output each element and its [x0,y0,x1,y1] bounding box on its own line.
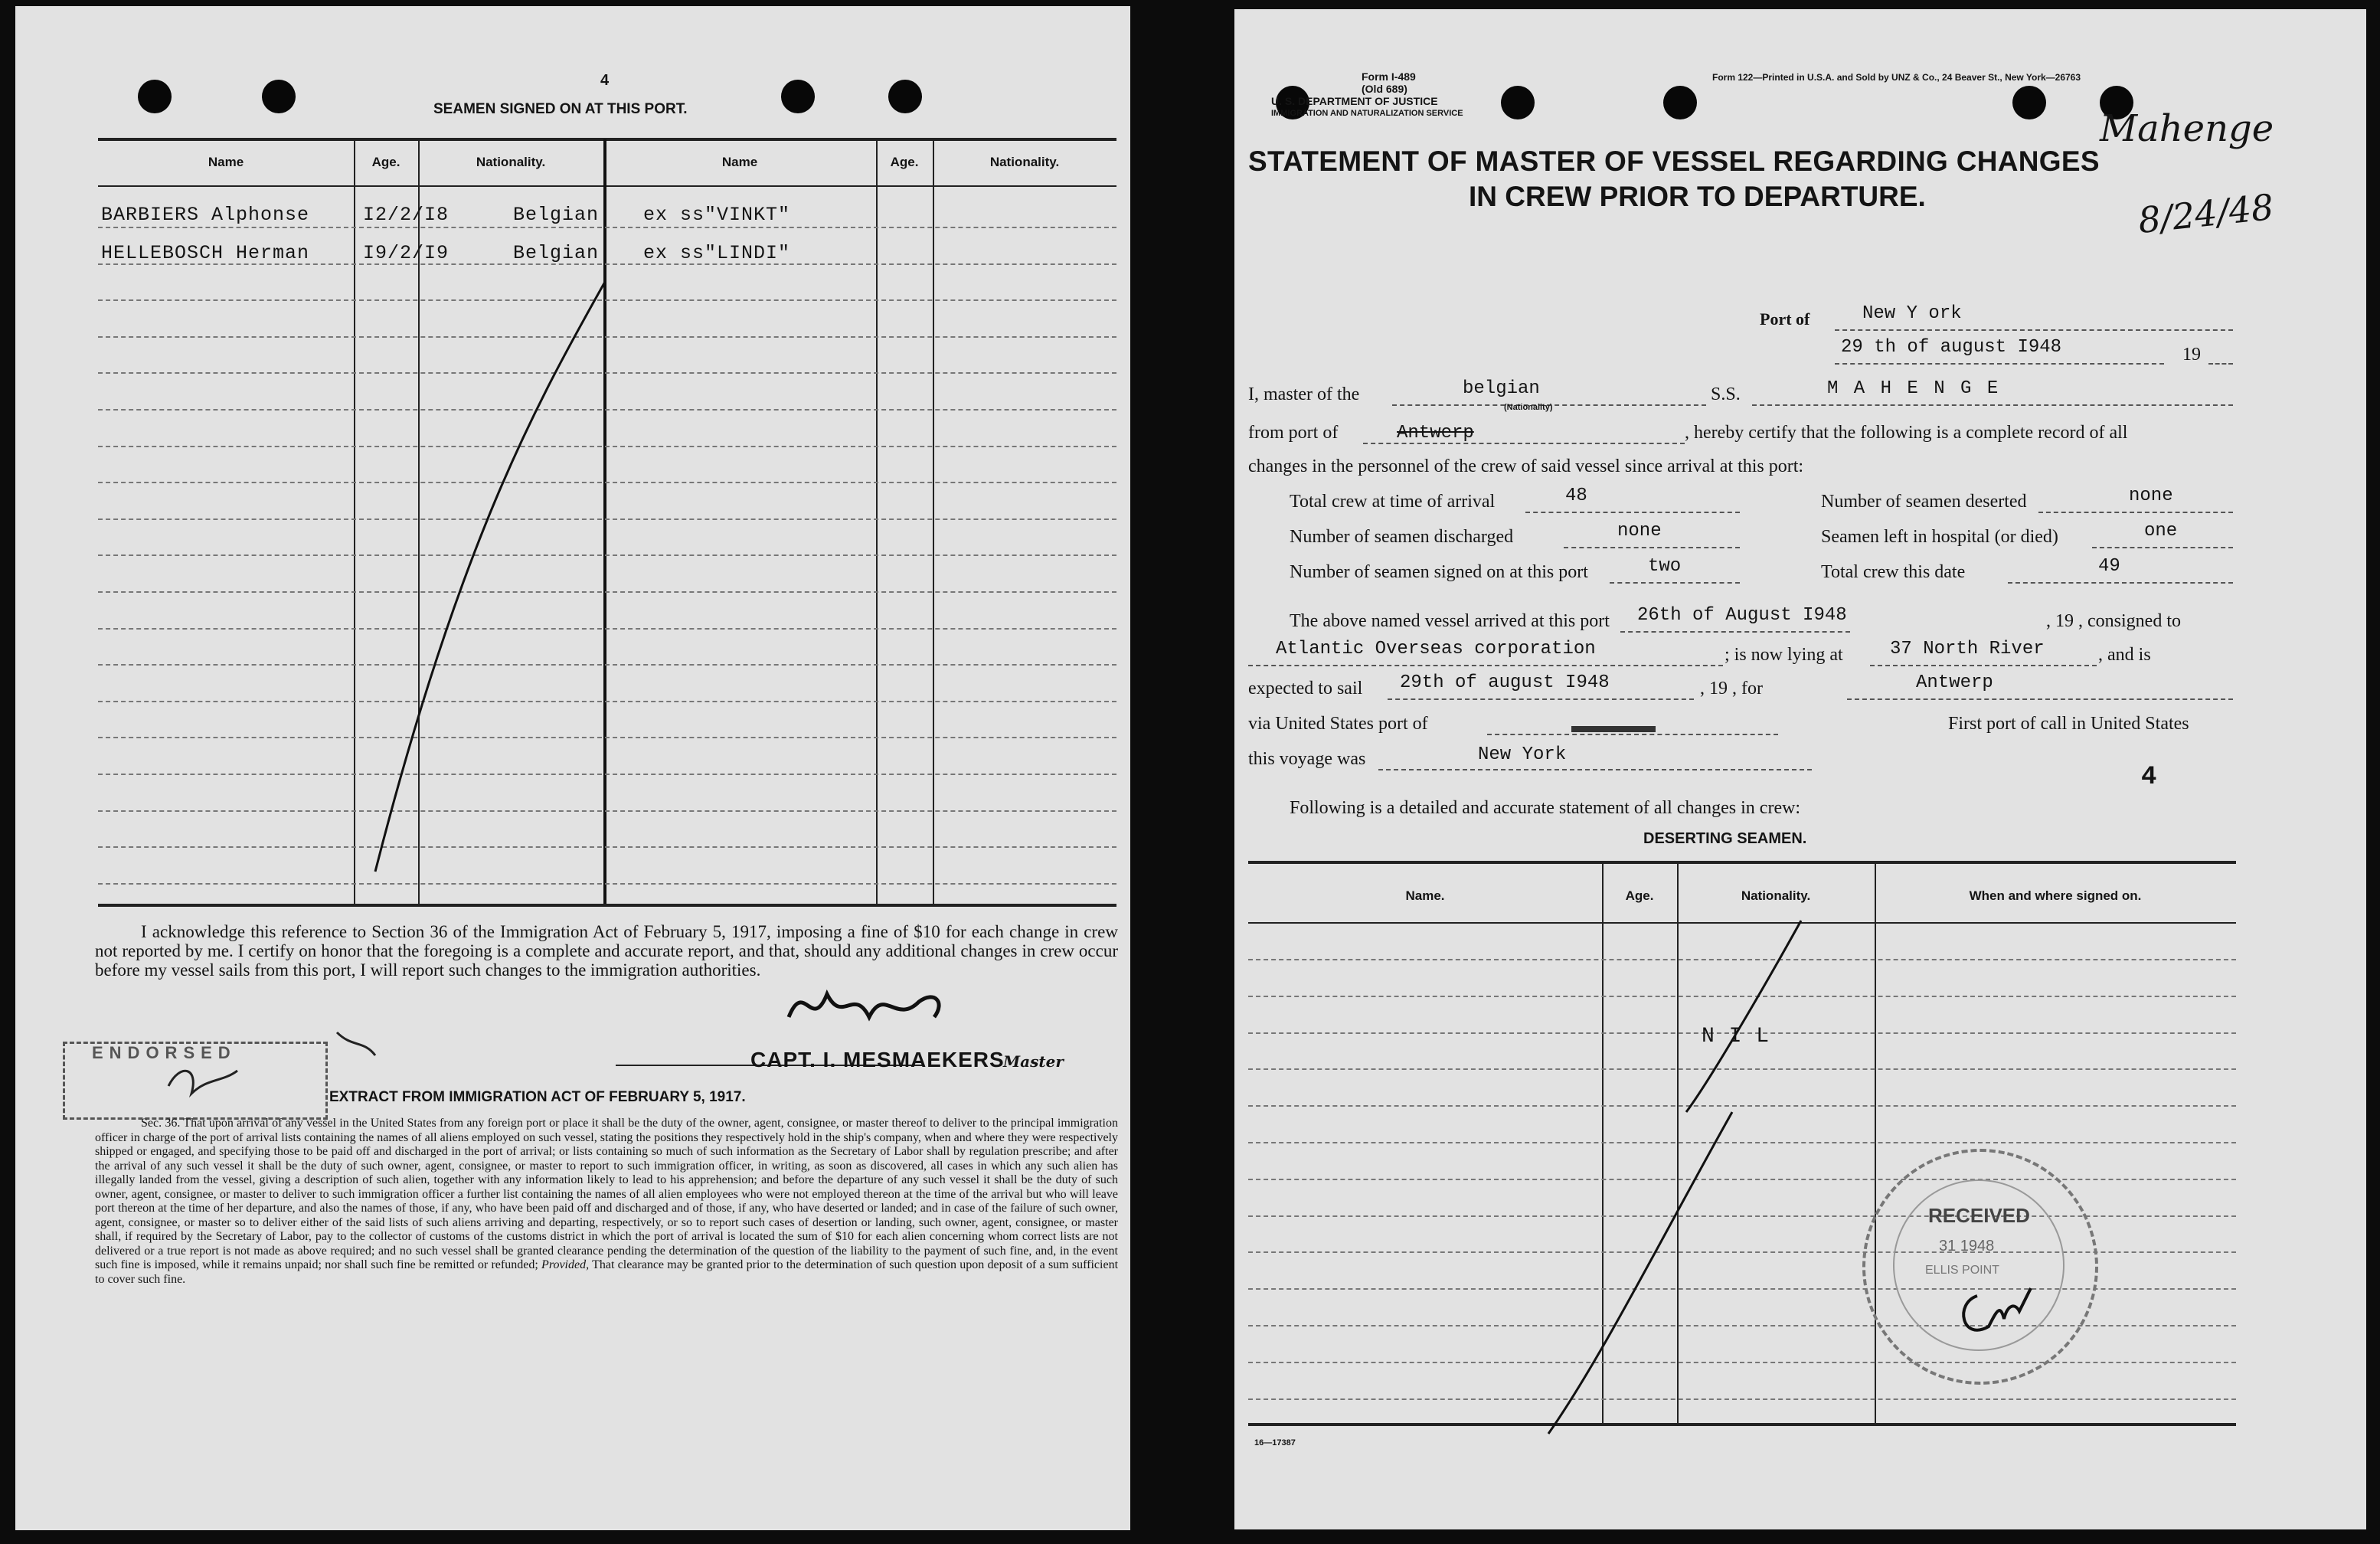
column-header-nationality: Nationality. [989,155,1060,169]
column-header-when-where: When and where signed on. [1969,888,2142,903]
deserted-label: Number of seamen deserted [1821,492,2027,512]
acknowledgment-text: I acknowledge this reference to Section 36 of the Immigration Act of February 5, 1917, imposing a fine of $10 for each change in crew not reported by me. I certify on honor that the foregoing is a complete and accurate report, and that, should any additional changes in crew occur before my vessel sails from this port, I will report such changes to the immigration authorities. [95,922,1118,980]
changes-text: changes in the personnel of the crew of said vessel since arrival at this port: [1248,456,1804,476]
department-name: U. S. DEPARTMENT OF JUSTICE [1271,95,1438,107]
hospital-value: one [2144,521,2178,541]
total-crew-arrival-label: Total crew at time of arrival [1290,492,1496,512]
lying-label: ; is now lying at [1725,645,1843,665]
from-port-label: from port of [1248,423,1339,443]
column-header-age: Age. [371,155,400,169]
received-stamp-date: 31 1948 [1939,1238,1995,1254]
form-title-line-1: STATEMENT OF MASTER OF VESSEL REGARDING CHANGES [1248,146,2100,177]
total-crew-date-value: 49 [2098,556,2120,577]
section-body: That upon arrival of any vessel in the United States from any foreign port or place it shall be the duty of the owner, agent, consignee, or master thereof to deliver to the principal immigration officer in charge of the port of arrival lists containing the names of all aliens employed on such vessel, stating the positions they respectively hold in the ship's company, when and where they were respectively shipped or engaged, and specifying those to be paid off and discharged in the port of arrival; or lists containing so much of such information as the Secretary of Labor shall by regulation prescribe; and after the arrival of any such vessel it shall be the duty of such owner, agent, consignee, or master to report to such immigration officer, in writing, as soon as discovered, all cases in which any such alien has illegally landed from the vessel, giving a description of such alien, together with any information likely to lead to his apprehension; and before the departure of any such vessel it shall be the duty of such owner, agent, consignee, or master to deliver to such immigration officer a further list containing the names of all alien employees who were not employed thereon at the time of the arrival but who will leave port thereon at the time of her departure, and also the names of those, if any, who have been paid off and discharged and of those, if any, who have deserted or landed; and in case of the failure of such owner, agent, consignee, or master so to deliver either of the said lists of such aliens arriving and departing, respectively, or so to report such cases of desertion or landing, such owner, agent, consignee, or master shall, if required by the Secretary of Labor, pay to the collector of customs of the customs district in which the port of arrival is located the sum of $10 for each alien concerning whom correct lists are not delivered or a true report is not made as above required; and no such vessel shall be granted clearance pending the determination of the question of the liability to the payment of such fine, and, in the event such fine is imposed, while it remains unpaid; nor shall such fine be remitted or refunded; [95,1117,1118,1271]
ss-label: S.S. [1711,384,1741,404]
via-label: via United States port of [1248,714,1428,734]
hospital-label: Seamen left in hospital (or died) [1821,527,2058,547]
column-header-age: Age. [1625,888,1654,903]
form-number: Form I-489 [1362,70,1416,83]
crew-name: BARBIERS Alphonse [101,204,310,226]
column-header-name: Name [208,155,244,169]
master-of-label: I, master of the [1248,384,1360,404]
footer-code: 16—17387 [1254,1438,1296,1448]
signed-on-value: two [1648,556,1682,577]
deserted-value: none [2129,486,2173,506]
column-header-name: Name. [1405,888,1445,903]
nationality-value: belgian [1463,378,1540,399]
consignee-value: Atlantic Overseas corporation [1276,639,1596,659]
signed-on-label: Number of seamen signed on at this port [1290,562,1588,582]
following-text: Following is a detailed and accurate statement of all changes in crew: [1290,798,1801,818]
right-page [1234,9,2366,1529]
received-stamp-place: ELLIS POINT [1925,1264,1999,1277]
expected-label: expected to sail [1248,679,1363,698]
port-label: Port of [1760,309,1810,329]
lying-value: 37 North River [1890,639,2045,659]
initials-signature [15,6,1130,1530]
printer-line: Form 122—Printed in U.S.A. and Sold by UNZ & Co., 24 Beaver St., New York—26763 [1712,72,2081,83]
endorsed-stamp: ENDORSED [92,1043,237,1062]
form-title-line-2: IN CREW PRIOR TO DEPARTURE. [1469,181,1926,212]
voyage-value: New York [1478,744,1567,765]
left-page [15,6,1130,1530]
page-marker: 4 [2141,763,2157,792]
handwritten-vessel-name: Mahenge [2100,107,2274,150]
captain-stamp: CAPT. I. MESMAEKERS [750,1048,1005,1071]
service-name: IMMIGRATION AND NATURALIZATION SERVICE [1271,109,1463,118]
for-label: , 19 , for [1700,679,1763,698]
crew-age: I2/2/I8 [363,204,450,226]
crew-nationality: Belgian [513,204,600,226]
voyage-label: this voyage was [1248,749,1366,769]
seamen-signed-heading: SEAMEN SIGNED ON AT THIS PORT. [433,101,688,117]
discharged-label: Number of seamen discharged [1290,527,1514,547]
certify-text: , hereby certify that the following is a complete record of all [1685,423,2128,443]
column-header-age: Age. [890,155,919,169]
date-value: 29 th of august I948 [1841,337,2062,358]
section-label: Sec. 36. [141,1117,181,1130]
page-number: 4 [600,72,610,89]
received-stamp-text: RECEIVED [1928,1204,2030,1227]
total-crew-arrival-value: 48 [1565,486,1587,506]
from-port-value: Antwerp [1397,423,1474,443]
column-header-nationality: Nationality. [1741,888,1811,903]
crew-note: ex ss"LINDI" [643,242,791,264]
proviso-text: That clearance may be granted prior to the determination of such question upon deposit of a sum sufficient to cover such fine. [95,1258,1119,1286]
extract-heading: EXTRACT FROM IMMIGRATION ACT OF FEBRUARY 5, 1917. [329,1089,746,1105]
section-36-text [95,1117,1118,1287]
for-value: Antwerp [1916,672,1993,693]
nil-entry: N I L [1702,1025,1770,1048]
arrived-value: 26th of August I948 [1637,605,1847,626]
crew-note: ex ss"VINKT" [643,204,791,226]
crew-name: HELLEBOSCH Herman [101,242,310,264]
column-header-name: Name [721,155,758,169]
master-label: Master [1003,1052,1064,1071]
port-value: New Y ork [1862,303,1962,324]
handwritten-date: 8/24/48 [2136,185,2276,242]
and-is-label: , and is [2098,645,2151,665]
crew-age: I9/2/I9 [363,242,450,264]
total-crew-date-label: Total crew this date [1821,562,1966,582]
vessel-name: M A H E N G E [1827,378,2001,399]
deserting-seamen-heading: DESERTING SEAMEN. [1643,830,1807,847]
crew-nationality: Belgian [513,242,600,264]
first-port-label: First port of call in United States [1948,714,2189,734]
year-prefix: 19 [2182,345,2201,365]
arrived-label: The above named vessel arrived at this port [1290,611,1610,631]
initials-signature [1234,9,2366,1529]
expected-value: 29th of august I948 [1400,672,1610,693]
nationality-caption: (Nationality) [1504,403,1553,412]
proviso-label: Provided, [541,1258,590,1271]
form-old-number: (Old 689) [1362,83,1407,95]
discharged-value: none [1617,521,1662,541]
column-header-nationality: Nationality. [476,155,546,169]
consigned-label: , 19 , consigned to [2046,611,2181,631]
